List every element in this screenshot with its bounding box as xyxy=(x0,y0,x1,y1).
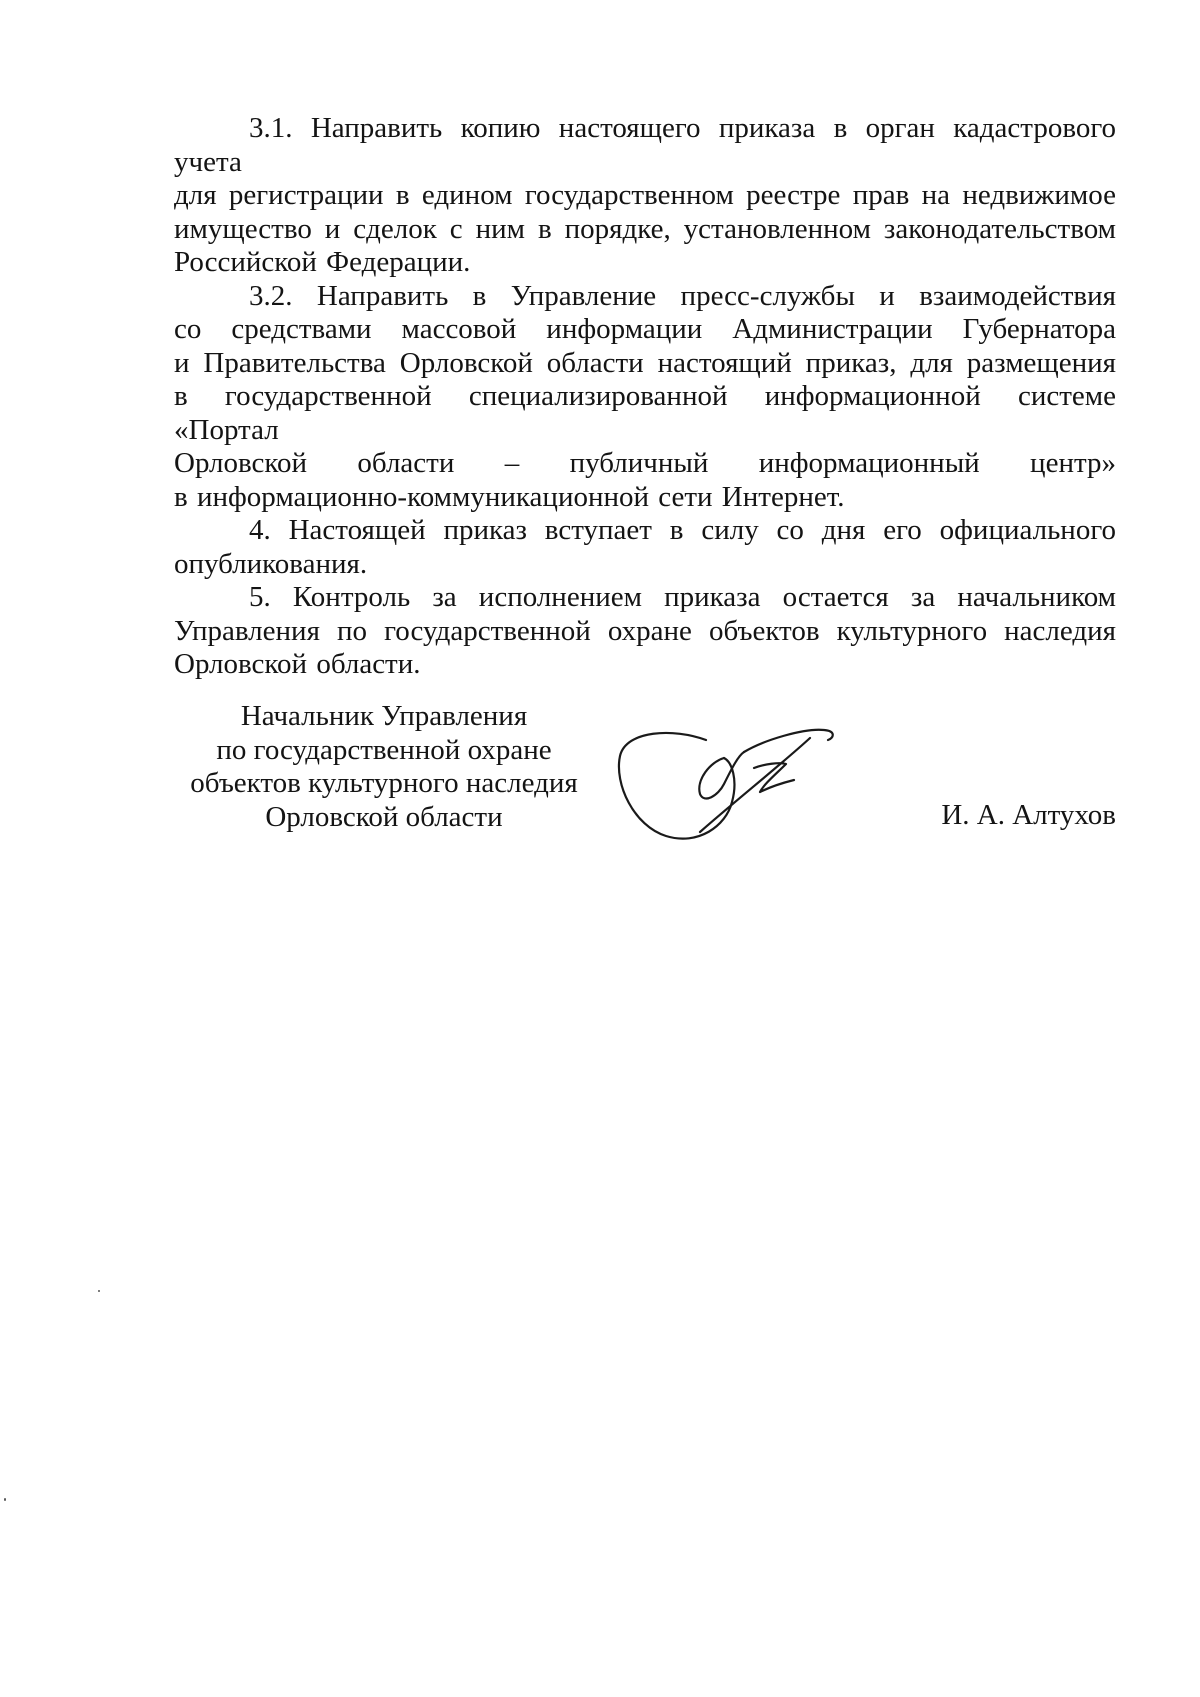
text-line: 3.1. Направить копию настоящего приказа в орган кадастрового учета xyxy=(174,112,1116,178)
text-line: 5. Контроль за исполнением приказа остается за начальником xyxy=(249,581,1116,613)
text-line: имущество и сделок с ним в порядке, установленном законодательством xyxy=(174,212,1116,245)
text-line: Орловской области. xyxy=(174,648,421,680)
signer-position xyxy=(174,700,594,834)
paragraph-3-1 xyxy=(174,112,1116,280)
text-line: в информационно-коммуникационной сети Интернет. xyxy=(174,480,845,513)
paragraph-4 xyxy=(174,514,1116,581)
text-line: 4. Настоящей приказ вступает в силу со дня его официального xyxy=(249,514,1116,546)
text-line: Управления по государственной охране объектов культурного наследия xyxy=(174,614,1116,647)
signer-name: И. А. Алтухов xyxy=(941,799,1116,831)
text-line: и Правительства Орловской области настоящий приказ, для размещения xyxy=(174,346,1116,379)
scan-speck xyxy=(98,1290,100,1292)
position-line: Начальник Управления xyxy=(240,700,528,732)
paragraph-3-2 xyxy=(174,280,1116,515)
text-line: Орловской области – публичный информационный центр» xyxy=(174,447,1116,479)
text-line: в государственной специализированной информационной системе «Портал xyxy=(174,380,1116,446)
paragraph-5 xyxy=(174,581,1116,682)
text-line: 3.2. Направить в Управление пресс-службы и взаимодействия xyxy=(249,279,1116,312)
scan-speck xyxy=(4,1498,6,1501)
handwritten-signature xyxy=(614,722,864,852)
document-body xyxy=(174,112,1116,682)
position-line: Орловской области xyxy=(265,800,503,833)
signature-block xyxy=(174,700,1116,840)
position-line: по государственной охране xyxy=(216,733,552,766)
text-line: опубликования. xyxy=(174,547,368,580)
position-line: объектов культурного наследия xyxy=(190,767,578,799)
text-line: для регистрации в едином государственном реестре прав на недвижимое xyxy=(174,179,1116,211)
text-line: Российской Федерации. xyxy=(174,246,471,278)
text-line: со средствами массовой информации Администрации Губернатора xyxy=(174,313,1116,345)
